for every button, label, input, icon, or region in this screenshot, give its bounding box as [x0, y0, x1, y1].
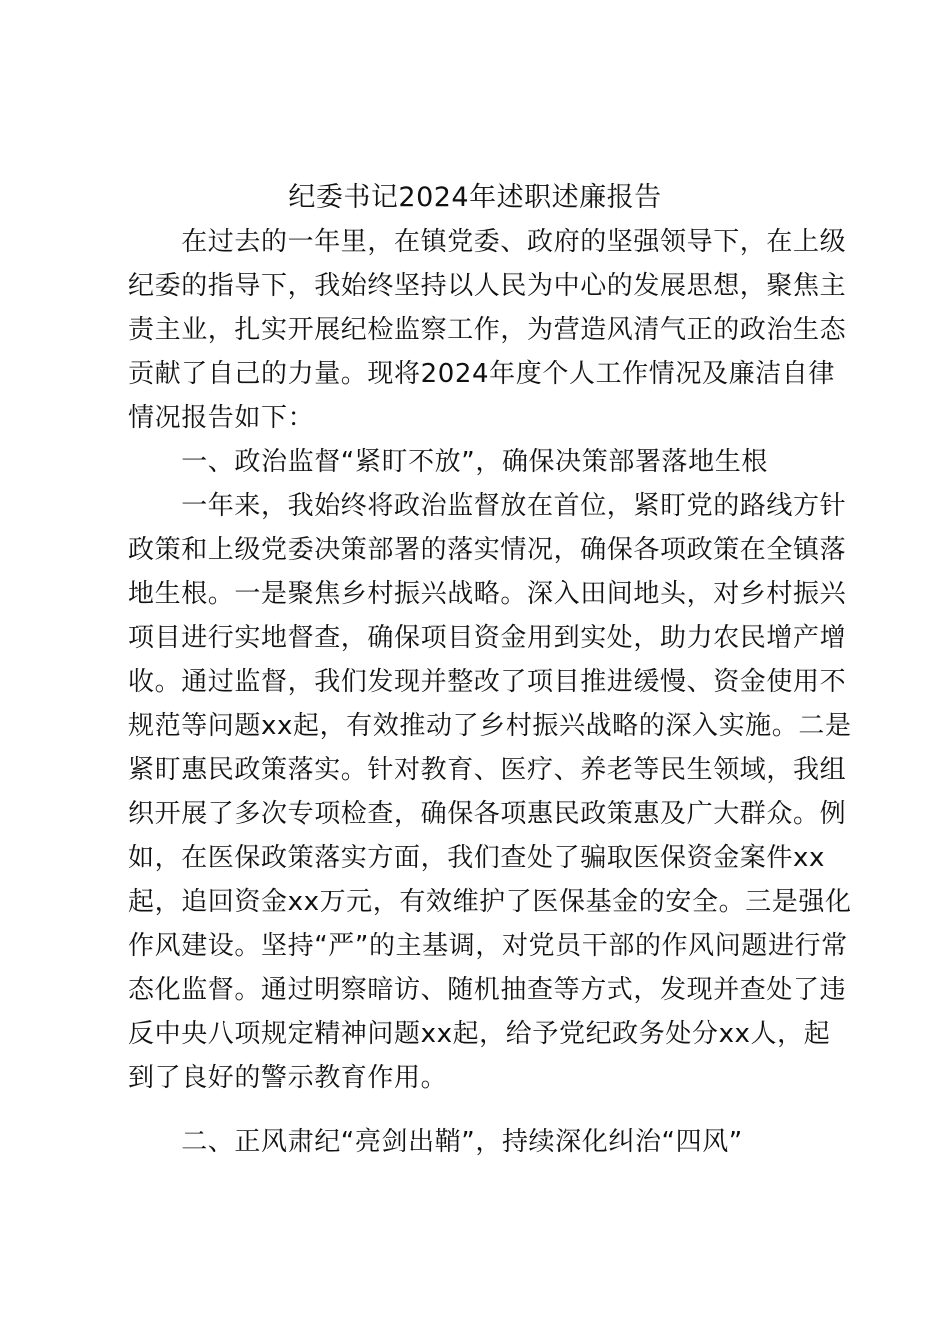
- body-line: 规范等问题xx起，有效推动了乡村振兴战略的深入实施。二是: [128, 711, 852, 741]
- document-title: 纪委书记2024年述职述廉报告: [288, 182, 662, 213]
- body-line: 到了良好的警示教育作用。: [128, 1063, 448, 1093]
- body-line: 地生根。一是聚焦乡村振兴战略。深入田间地头，对乡村振兴: [128, 579, 847, 609]
- body-line: 贡献了自己的力量。现将2024年度个人工作情况及廉洁自律: [128, 359, 835, 389]
- body-line: 如，在医保政策落实方面，我们查处了骗取医保资金案件xx: [128, 843, 825, 873]
- section-heading: 二、正风肃纪“亮剑出鞘”，持续深化纠治“四风”: [128, 1127, 743, 1157]
- body-line: 项目进行实地督查，确保项目资金用到实处，助力农民增产增: [128, 623, 847, 653]
- body-line: 在过去的一年里，在镇党委、政府的坚强领导下，在上级: [128, 227, 847, 257]
- body-line: 收。通过监督，我们发现并整改了项目推进缓慢、资金使用不: [128, 667, 847, 697]
- body-line: 政策和上级党委决策部署的落实情况，确保各项政策在全镇落: [128, 535, 847, 565]
- body-line: 纪委的指导下，我始终坚持以人民为中心的发展思想，聚焦主: [128, 271, 847, 301]
- body-line: 情况报告如下：: [128, 403, 315, 433]
- section-heading: 一、政治监督“紧盯不放”，确保决策部署落地生根: [128, 447, 768, 477]
- body-line: 责主业，扎实开展纪检监察工作，为营造风清气正的政治生态: [128, 315, 847, 345]
- body-line: 作风建设。坚持“严”的主基调，对党员干部的作风问题进行常: [128, 931, 848, 961]
- body-line: 起，追回资金xx万元，有效维护了医保基金的安全。三是强化: [128, 887, 852, 917]
- body-line: 织开展了多次专项检查，确保各项惠民政策惠及广大群众。例: [128, 799, 847, 829]
- body-line: 态化监督。通过明察暗访、随机抽查等方式，发现并查处了违: [128, 975, 847, 1005]
- body-line: 紧盯惠民政策落实。针对教育、医疗、养老等民生领域，我组: [128, 755, 847, 785]
- body-line: 一年来，我始终将政治监督放在首位，紧盯党的路线方针: [128, 491, 847, 521]
- body-line: 反中央八项规定精神问题xx起，给予党纪政务处分xx人，起: [128, 1019, 831, 1049]
